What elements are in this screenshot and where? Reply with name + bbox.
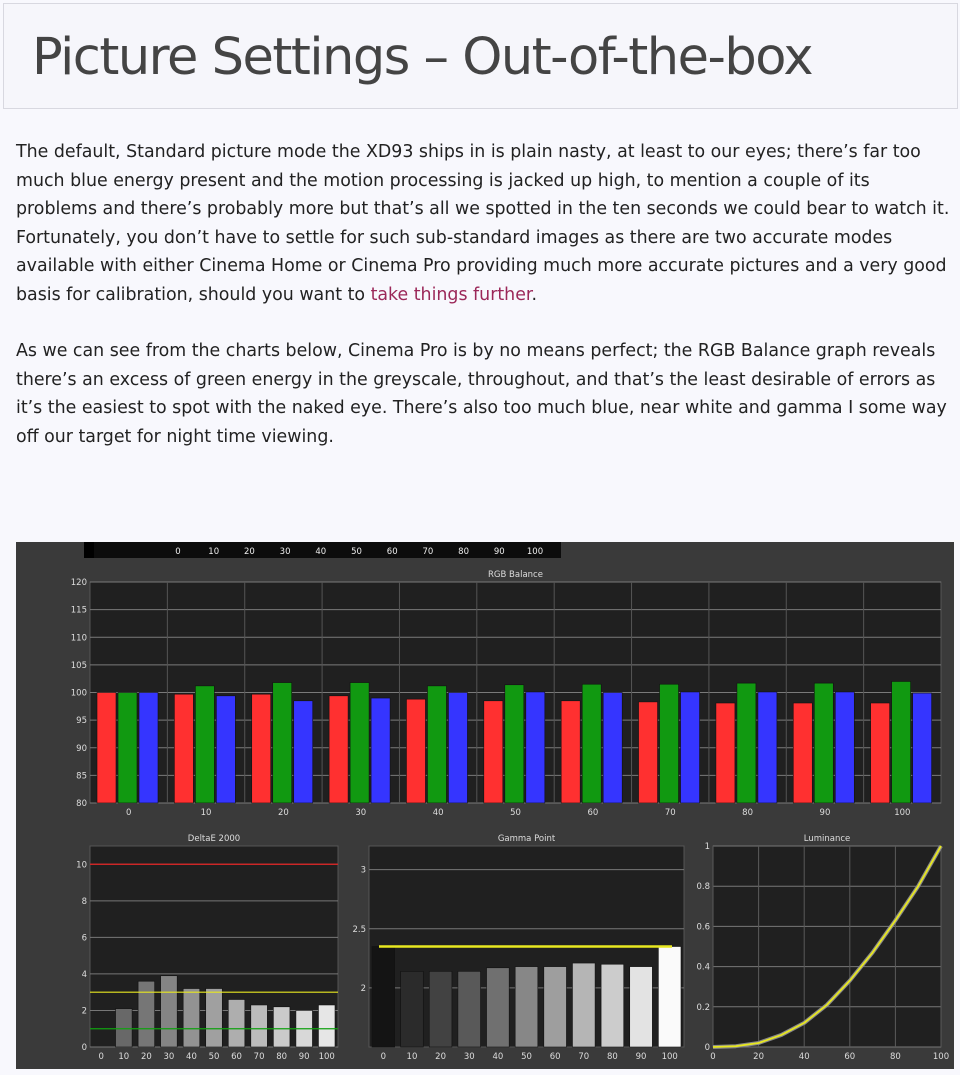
luminance-x-tick: 20	[753, 1052, 765, 1062]
deltae-x-tick: 50	[208, 1052, 220, 1062]
deltae-bar	[206, 989, 223, 1047]
rgb-x-tick: 90	[819, 808, 831, 818]
green-bar	[118, 693, 137, 804]
red-bar	[406, 699, 425, 803]
rgb-x-tick: 80	[742, 808, 754, 818]
deltae-x-tick: 80	[276, 1052, 288, 1062]
rgb-y-tick: 105	[70, 660, 87, 671]
paragraph-1-end: .	[531, 284, 537, 305]
blue-bar	[294, 701, 313, 803]
red-bar	[793, 703, 812, 803]
ruler-label: 20	[243, 547, 255, 557]
green-bar	[892, 681, 911, 803]
rgb-x-tick: 60	[587, 808, 599, 818]
green-bar	[737, 683, 756, 803]
gamma-bar	[487, 968, 510, 1047]
green-bar	[195, 686, 214, 803]
deltae-y-tick: 6	[81, 933, 87, 944]
red-bar	[174, 694, 193, 803]
rgb-x-tick: 50	[510, 808, 521, 818]
rgb-y-tick: 85	[76, 771, 87, 782]
luminance-y-tick: 0.4	[696, 962, 710, 973]
ruler-swatch	[84, 542, 94, 558]
gamma-x-tick: 20	[435, 1052, 447, 1062]
ruler-label: 100	[526, 547, 544, 557]
red-bar	[252, 694, 271, 803]
rgb-x-tick: 0	[125, 808, 132, 818]
luminance-x-tick: 80	[889, 1052, 901, 1062]
red-bar	[639, 702, 658, 803]
deltae-y-tick: 10	[76, 860, 87, 871]
luminance-plot	[713, 846, 941, 1047]
deltae-y-tick: 2	[81, 1006, 87, 1017]
luminance-x-tick: 0	[710, 1052, 716, 1062]
deltae-bar	[318, 1005, 335, 1047]
rgb-y-tick: 90	[76, 743, 87, 754]
calibration-charts	[16, 542, 954, 1069]
gamma-x-tick: 10	[406, 1052, 418, 1062]
rgb-y-tick: 95	[76, 716, 87, 727]
gamma-y-tick: 2	[360, 983, 366, 994]
blue-bar	[139, 693, 158, 804]
rgb-y-tick: 115	[70, 605, 87, 616]
gamma-bar	[544, 967, 567, 1047]
blue-bar	[216, 696, 235, 803]
gamma-x-tick: 0	[380, 1052, 387, 1062]
blue-bar	[526, 692, 545, 803]
luminance-x-tick: 100	[932, 1052, 950, 1062]
gamma-bar	[458, 971, 481, 1047]
deltae-bar	[251, 1005, 268, 1047]
calibration-charts-image	[16, 542, 954, 1069]
deltae-x-tick: 70	[253, 1052, 265, 1062]
gamma-bar	[630, 967, 653, 1047]
gamma-bar	[401, 971, 424, 1047]
green-bar	[582, 684, 601, 803]
gamma-x-tick: 80	[606, 1052, 618, 1062]
blue-bar	[448, 693, 467, 804]
paragraph-1	[16, 138, 956, 309]
red-bar	[716, 703, 735, 803]
green-bar	[427, 686, 446, 803]
rgb-y-tick: 110	[70, 633, 87, 644]
green-bar	[505, 685, 524, 803]
luminance-y-tick: 0.6	[696, 922, 710, 933]
ruler-label: 60	[386, 547, 398, 557]
deltae-x-tick: 30	[163, 1052, 175, 1062]
ruler-label: 80	[458, 547, 470, 557]
luminance-title: Luminance	[803, 834, 851, 844]
gamma-x-tick: 50	[521, 1052, 532, 1062]
deltae-x-tick: 10	[118, 1052, 130, 1062]
blue-bar	[913, 693, 932, 803]
deltae-x-tick: 0	[98, 1052, 104, 1062]
deltae-y-tick: 0	[81, 1043, 87, 1053]
rgb-x-tick: 10	[200, 808, 212, 818]
ruler-label: 40	[315, 547, 327, 557]
blue-bar	[758, 692, 777, 803]
deltae-bar	[161, 976, 178, 1047]
gamma-bar	[601, 964, 624, 1047]
gamma-bar	[572, 963, 595, 1047]
gamma-x-tick: 40	[492, 1052, 504, 1062]
rgb-x-tick: 70	[664, 808, 676, 818]
deltae-x-tick: 100	[318, 1052, 335, 1062]
deltae-bar	[228, 999, 245, 1047]
green-bar	[814, 683, 833, 803]
red-bar	[484, 701, 503, 803]
gamma-x-tick: 90	[635, 1052, 647, 1062]
deltae-x-tick: 90	[298, 1052, 310, 1062]
green-bar	[660, 684, 679, 803]
page-title: Picture Settings – Out-of-the-box	[32, 28, 813, 87]
luminance-y-tick: 0	[704, 1043, 710, 1053]
deltae-title: DeltaE 2000	[187, 834, 241, 844]
rgb-x-tick: 40	[432, 808, 444, 818]
take-things-further-link[interactable]: take things further	[370, 284, 532, 305]
deltae-bar	[273, 1007, 290, 1047]
luminance-y-tick: 0.2	[696, 1002, 710, 1013]
rgb-x-tick: 20	[277, 808, 289, 818]
blue-bar	[835, 692, 854, 803]
ruler-label: 0	[175, 547, 181, 557]
red-bar	[329, 696, 348, 803]
green-bar	[273, 683, 292, 803]
ruler-label: 90	[493, 547, 505, 557]
luminance-y-tick: 1	[704, 842, 710, 852]
deltae-bar	[138, 981, 155, 1047]
rgb-y-tick: 120	[70, 578, 87, 588]
deltae-y-tick: 4	[81, 969, 87, 980]
gamma-x-tick: 100	[661, 1052, 678, 1062]
gamma-y-tick: 3	[360, 865, 366, 876]
article-body	[16, 138, 956, 479]
rgb-balance-title: RGB Balance	[488, 570, 543, 580]
ruler-label: 70	[422, 547, 434, 557]
red-bar	[871, 703, 890, 803]
deltae-x-tick: 60	[231, 1052, 242, 1062]
gamma-bar	[372, 947, 395, 1048]
rgb-x-tick: 30	[355, 808, 367, 818]
rgb-y-tick: 100	[70, 688, 87, 699]
blue-bar	[371, 698, 390, 803]
gamma-y-tick: 2.5	[352, 924, 366, 935]
gamma-x-tick: 70	[578, 1052, 590, 1062]
red-bar	[97, 693, 116, 804]
title-box	[3, 3, 958, 109]
luminance-x-tick: 60	[844, 1052, 856, 1062]
ruler-label: 50	[351, 547, 362, 557]
gamma-x-tick: 60	[549, 1052, 561, 1062]
gamma-bar	[429, 971, 452, 1047]
green-bar	[350, 683, 369, 803]
luminance-y-tick: 0.8	[696, 882, 710, 893]
gamma-title: Gamma Point	[497, 834, 556, 844]
deltae-y-tick: 8	[81, 896, 87, 907]
ruler-label: 30	[279, 547, 291, 557]
paragraph-1-text: The default, Standard picture mode the XD93 ships in is plain nasty, at least to our eyes; there’s far too much blue energy present and the motion processing is jacked up high, to mention a couple of its problems and there’s probably more but that’s all we spotted in the ten seconds we could bear to watch it. Fortunately, you don’t have to settle for such sub-standard images as there are two accurate modes available with either Cinema Home or Cinema Pro providing much more accurate pictures and a very good basis for calibration, should you want to	[16, 142, 950, 305]
gamma-x-tick: 30	[463, 1052, 475, 1062]
red-bar	[561, 701, 580, 803]
blue-bar	[603, 693, 622, 804]
deltae-bar	[183, 989, 200, 1047]
luminance-x-tick: 40	[798, 1052, 810, 1062]
deltae-x-tick: 40	[186, 1052, 197, 1062]
rgb-y-tick: 80	[76, 799, 87, 809]
rgb-x-tick: 100	[894, 808, 911, 818]
deltae-x-tick: 20	[140, 1052, 152, 1062]
ruler-label: 10	[208, 547, 220, 557]
blue-bar	[681, 692, 700, 803]
deltae-bar	[116, 1009, 133, 1047]
gamma-bar	[658, 947, 681, 1048]
gamma-bar	[515, 967, 538, 1047]
paragraph-2: As we can see from the charts below, Cinema Pro is by no means perfect; the RGB Balance graph reveals there’s an excess of green energy in the greyscale, throughout, and that’s the least desirable of errors as it’s the easiest to spot with the naked eye. There’s also too much blue, near white and gamma I some way off our target for night time viewing.	[16, 341, 947, 447]
